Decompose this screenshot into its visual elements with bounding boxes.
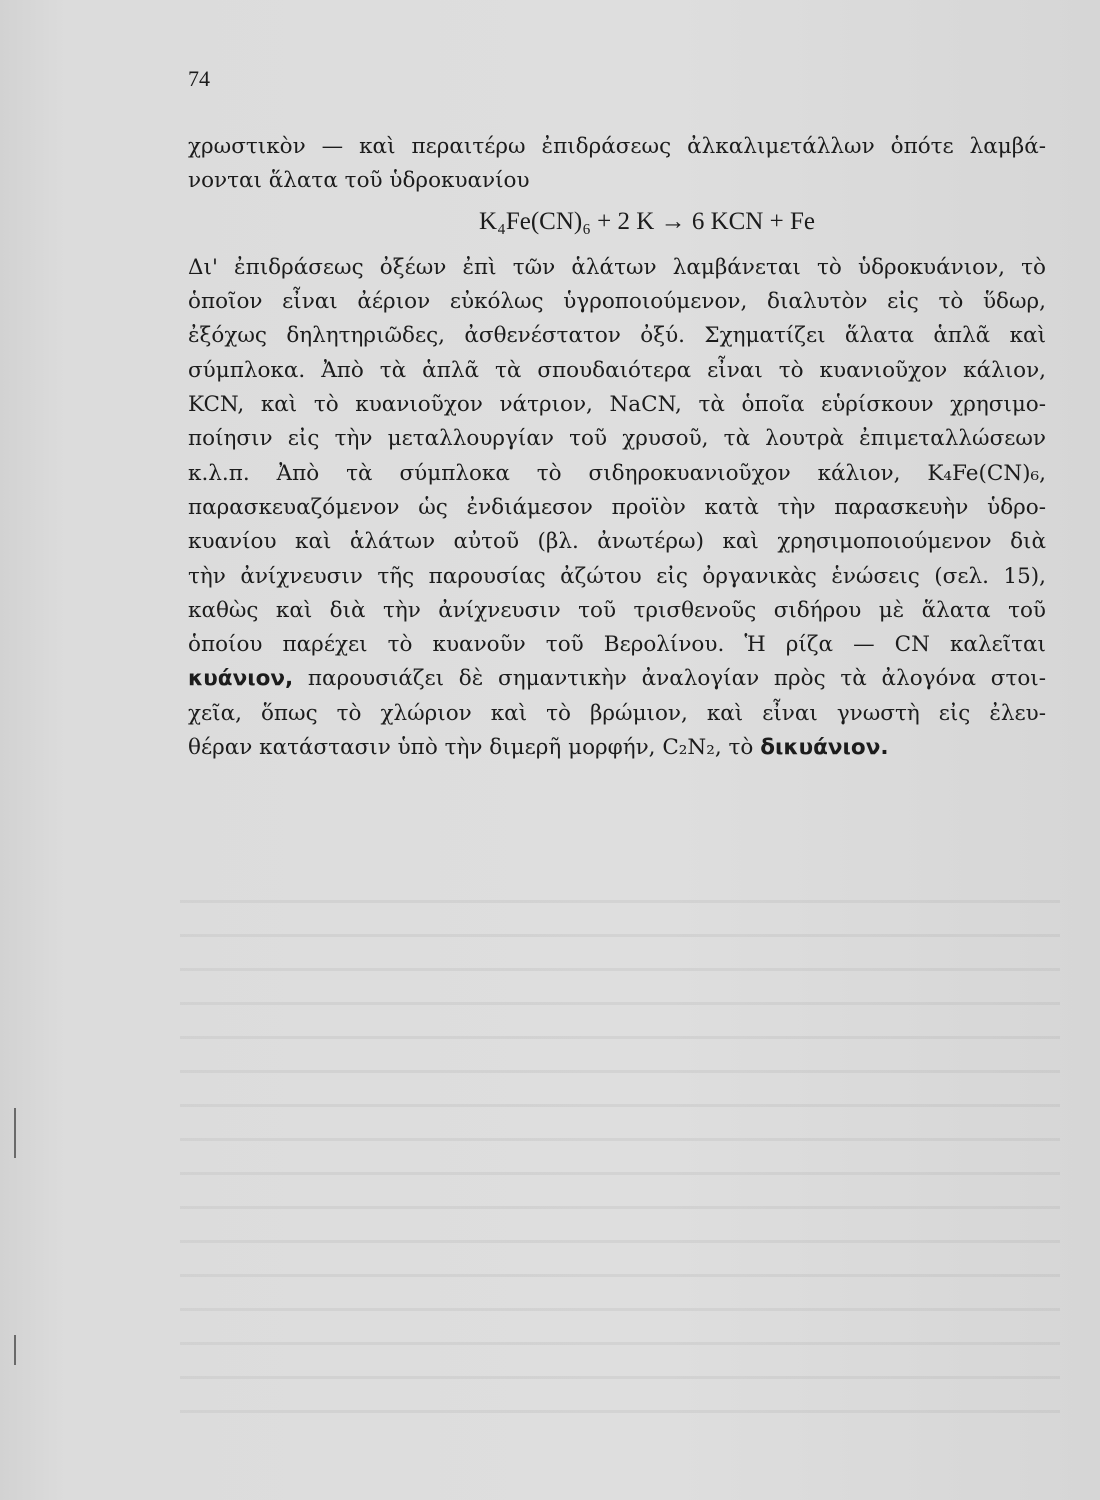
bold-term: κυάνιον, [188, 666, 294, 692]
text-line: χρωστικὸν — καὶ περαιτέρω ἐπιδράσεως ἀλκαλιμετάλλων ὁπότε λαμβά- [188, 134, 1046, 159]
text-fragment: θέραν κατάστασιν ὑπὸ τὴν διμερῆ μορφήν, C₂N₂, τὸ [188, 735, 761, 761]
chemical-equation: K₄Fe(CN)₆ + 2 K → 6 KCN + Fe [479, 207, 815, 235]
text-fragment: . [880, 735, 889, 761]
text-line: τὴν ἀνίχνευσιν τῆς παρουσίας ἀζώτου εἰς ὀργανικὰς ἑνώσεις (σελ. 15), [188, 563, 1046, 589]
text-line: καθὼς καὶ διὰ τὴν ἀνίχνευσιν τοῦ τρισθενοῦς σιδήρου μὲ ἅλατα τοῦ [188, 597, 1046, 623]
edge-mark [14, 1108, 16, 1158]
text-line: χεῖα, ὅπως τὸ χλώριον καὶ τὸ βρώμιον, καὶ εἶναι γνωστὴ εἰς ἐλευ- [188, 700, 1046, 726]
text-line: παρασκευαζόμενον ὡς ἐνδιάμεσον προϊὸν κατὰ τὴν παρασκευὴν ὑδρο- [188, 494, 1046, 520]
text-line-with-term [188, 662, 1046, 696]
text-line: κυανίου καὶ ἁλάτων αὐτοῦ (βλ. ἀνωτέρω) καὶ χρησιμοποιούμενον διὰ [188, 529, 1046, 555]
text-line-with-term [188, 731, 1046, 765]
text-line: ἐξόχως δηλητηριῶδες, ἀσθενέστατον ὀξύ. Σχηματίζει ἅλατα ἁπλᾶ καὶ [188, 323, 1046, 349]
text-line: Δι' ἐπιδράσεως ὀξέων ἐπὶ τῶν ἁλάτων λαμβάνεται τὸ ὑδροκυάνιον, τὸ [188, 254, 1046, 280]
page-number: 74 [188, 66, 210, 91]
text-line: νονται ἅλατα τοῦ ὑδροκυανίου [188, 168, 530, 194]
text-line: σύμπλοκα. Ἀπὸ τὰ ἁπλᾶ τὰ σπουδαιότερα εἶναι τὸ κυανιοῦχον κάλιον, [188, 357, 1046, 383]
text-line: KCN, καὶ τὸ κυανιοῦχον νάτριον, NaCN, τὰ ὁποῖα εὑρίσκουν χρησιμο- [188, 392, 1046, 418]
body-text [188, 130, 1046, 765]
text-line: ὁποίου παρέχει τὸ κυανοῦν τοῦ Βερολίνου. Ἡ ρίζα — CN καλεῖται [188, 632, 1046, 658]
text-fragment: παρουσιάζει δὲ σημαντικὴν ἀναλογίαν πρὸς τὰ ἀλογόνα στοι- [293, 666, 1046, 692]
text-line: κ.λ.π. Ἀπὸ τὰ σύμπλοκα τὸ σιδηροκυανιοῦχον κάλιον, K₄Fe(CN)₆, [188, 460, 1046, 486]
text-line: ὁποῖον εἶναι ἀέριον εὐκόλως ὑγροποιούμενον, διαλυτὸν εἰς τὸ ὕδωρ, [188, 289, 1046, 315]
show-through-text [180, 880, 1060, 1440]
text-line: ποίησιν εἰς τὴν μεταλλουργίαν τοῦ χρυσοῦ, τὰ λουτρὰ ἐπιμεταλλώσεων [188, 426, 1046, 452]
bold-term: δικυάνιον [760, 735, 881, 761]
edge-mark [14, 1335, 16, 1365]
